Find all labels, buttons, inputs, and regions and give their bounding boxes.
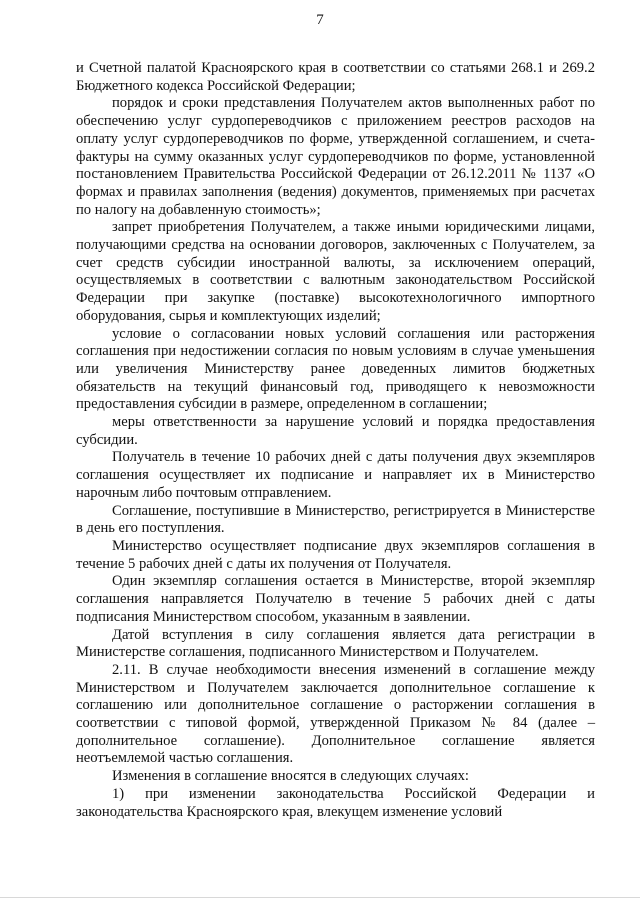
page-bottom-edge (0, 897, 640, 898)
paragraph-liability: меры ответственности за нарушение условий и порядка предоставления субсидии. (76, 414, 595, 448)
paragraph-case-1: 1) при изменении законодательства Российской Федерации и законодательства Красноярского края, влекущем изменение условий (76, 785, 595, 820)
paragraph-section-2-11: 2.11. В случае необходимости внесения изменений в соглашение между Министерством и Получателем заключается дополнительное соглашение к соглашению или дополнительное соглашение о расторжении соглашения в соответствии с типовой формой, утвержденной Приказом № 84 (далее – дополнительное соглашение). Дополнительное соглашение является неотъемлемой частью соглашения. (76, 661, 595, 767)
paragraph-change-cases: Изменения в соглашение вносятся в следующих случаях: (112, 768, 469, 785)
page-number: 7 (316, 12, 324, 28)
paragraph-currency-ban: запрет приобретения Получателем, а также иными юридическими лицами, получающими средства на основании договоров, заключенных с Получателем, за счет средств субсидии иностранной валюты, за исключением операций, осуществляемых в соответствии с валютным законодательством Российской Федерации при закупке (поставке) высокотехнологичного импортного оборудования, сырья и комплектующих изделий; (76, 219, 595, 324)
paragraph-new-conditions: условие о согласовании новых условий соглашения или расторжения соглашения при недостижении согласия по новым условиям в случае уменьшения или увеличения Министерству ранее доведенных лимитов бюджетных обязательств на текущий финансовый год, приводящего к невозможности предоставления субсидии в размере, определенном в соглашении; (76, 325, 595, 413)
paragraph-effective-date: Датой вступления в силу соглашения является дата регистрации в Министерстве соглашения, подписанного Министерством и Получателем. (76, 626, 595, 661)
paragraph-registration: Соглашение, поступившие в Министерство, регистрируется в Министерстве в день его поступления. (76, 502, 595, 537)
paragraph-acts-procedure: порядок и сроки представления Получателем актов выполненных работ по обеспечению услуг сурдопереводчиков с приложением реестров расходов на оплату услуг сурдопереводчиков по форме, утвержденной соглашением, и счета-фактуры на сумму оказанных услуг сурдопереводчиков по форме, установленной постановлением Правительства Российской Федерации от 26.12.2011 № 1137 «О формах и правилах заполнения (ведения) документов, применяемых при расчетах по налогу на добавленную стоимость»; (76, 95, 595, 218)
paragraph-copy-distribution: Один экземпляр соглашения остается в Министерстве, второй экземпляр соглашения направляется Получателю в течение 5 рабочих дней с даты подписания Министерством способом, указанным в заявлении. (76, 573, 595, 625)
paragraph-ministry-signing: Министерство осуществляет подписание двух экземпляров соглашения в течение 5 рабочих дней с даты их получения от Получателя. (76, 537, 595, 572)
paragraph-recipient-signing: Получатель в течение 10 рабочих дней с даты получения двух экземпляров соглашения осуществляет их подписание и направляет их в Министерство нарочным либо почтовым отправлением. (76, 449, 595, 501)
document-body (76, 60, 595, 821)
paragraph-continuation: и Счетной палатой Красноярского края в соответствии со статьями 268.1 и 269.2 Бюджетного кодекса Российской Федерации; (76, 60, 595, 94)
